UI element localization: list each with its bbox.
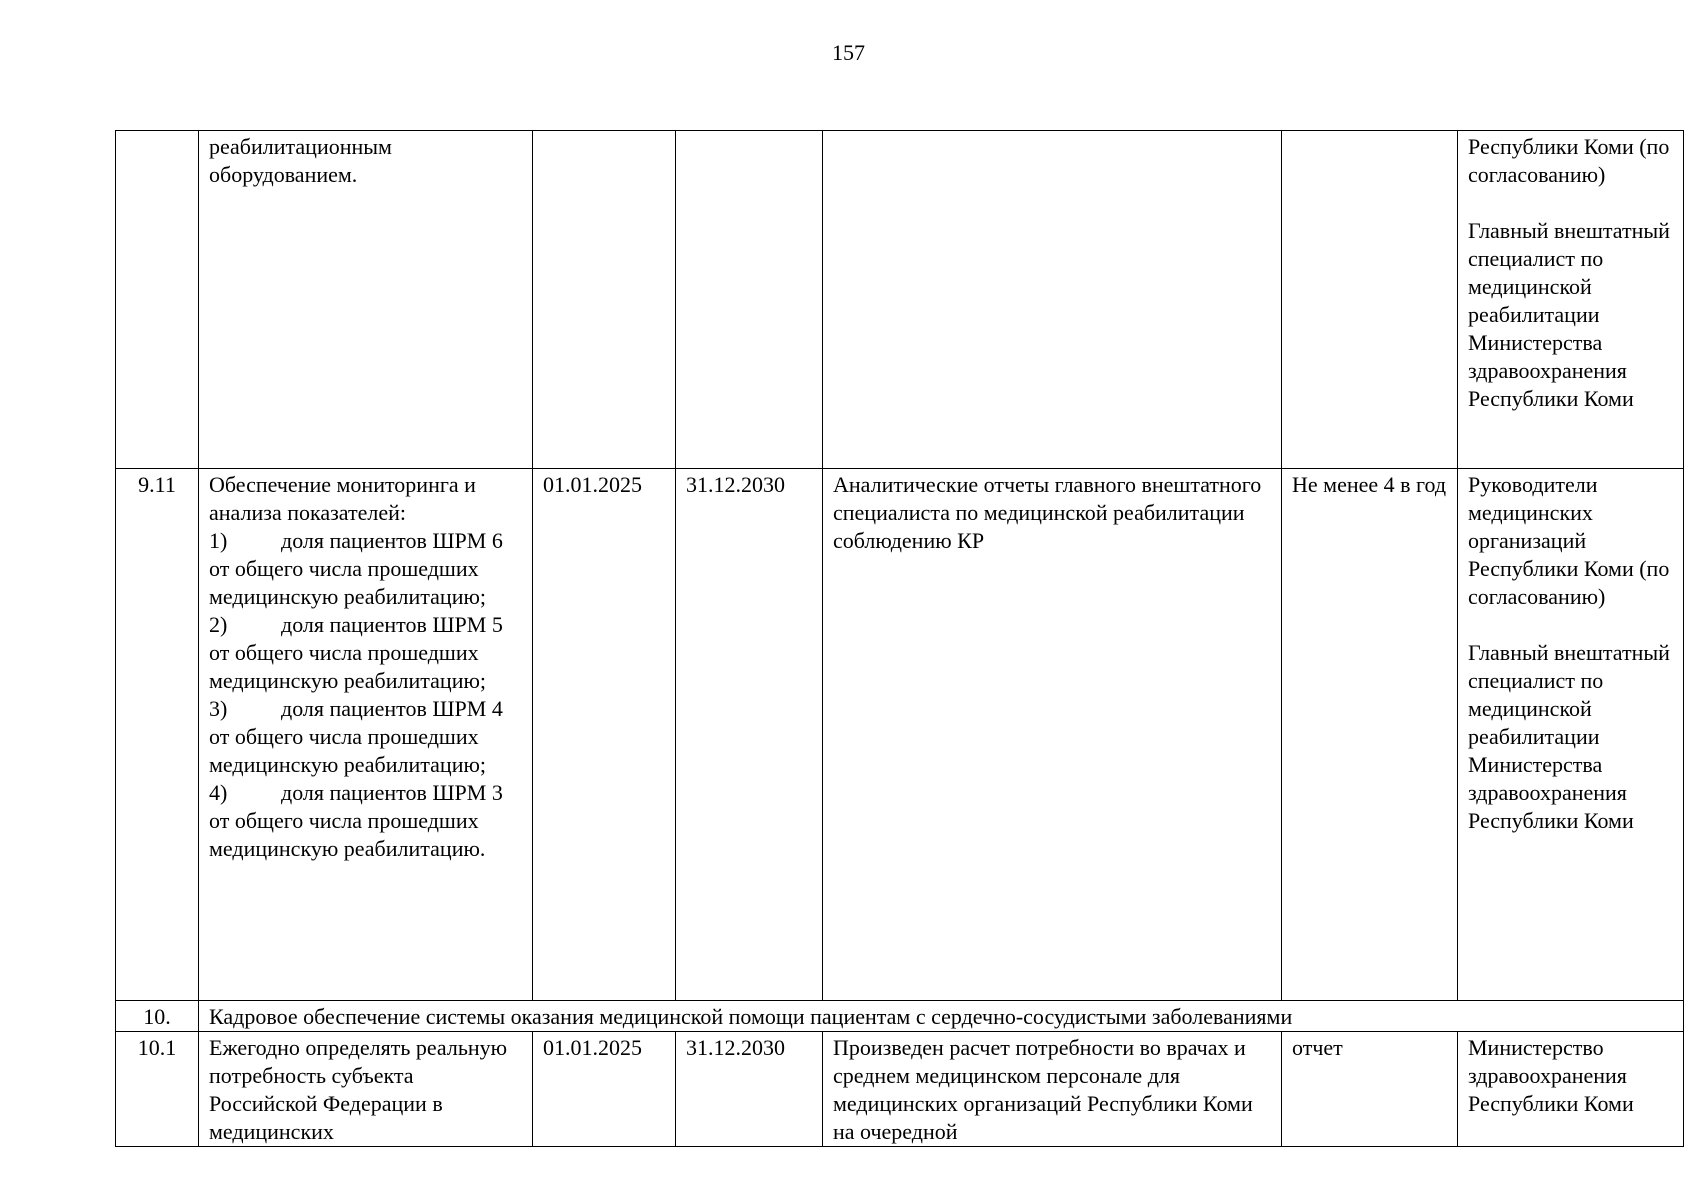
task-cell [199, 469, 533, 1001]
plan-table [115, 130, 1684, 1147]
end-date-cell: 31.12.2030 [676, 1032, 823, 1147]
frequency-cell: отчет [1282, 1032, 1458, 1147]
row-number: 10.1 [116, 1032, 199, 1147]
list-item-number: 4) [209, 780, 228, 805]
list-item [209, 527, 522, 611]
responsible-cell [1458, 469, 1684, 1001]
list-item [209, 779, 522, 863]
list-item-text: доля пациентов ШРМ 5 от общего числа прошедших медицинскую реабилитацию; [209, 612, 503, 693]
responsible-text: Главный внештатный специалист по медицинской реабилитации Министерства здравоохранения Республики Коми [1468, 218, 1670, 411]
list-item-text: доля пациентов ШРМ 3 от общего числа прошедших медицинскую реабилитацию. [209, 780, 503, 861]
end-date-cell: 31.12.2030 [676, 469, 823, 1001]
section-row [116, 1001, 1684, 1032]
table-row [116, 131, 1684, 469]
task-intro: Обеспечение мониторинга и анализа показателей: [209, 472, 476, 525]
result-cell: Аналитические отчеты главного внештатного специалиста по медицинской реабилитации соблюдению КР [823, 469, 1282, 1001]
responsible-text: Главный внештатный специалист по медицинской реабилитации Министерства здравоохранения Республики Коми [1468, 640, 1670, 833]
page-number: 157 [832, 40, 865, 65]
table-row [116, 1032, 1684, 1147]
list-item-number: 3) [209, 696, 228, 721]
start-date-cell: 01.01.2025 [533, 1032, 676, 1147]
task-cell: реабилитационным оборудованием. [199, 131, 533, 469]
list-item-number: 1) [209, 528, 228, 553]
list-item [209, 695, 522, 779]
responsible-cell: Министерство здравоохранения Республики Коми [1458, 1032, 1684, 1147]
start-date-cell [533, 131, 676, 469]
row-number: 9.11 [116, 469, 199, 1001]
row-number [116, 131, 199, 469]
list-item-number: 2) [209, 612, 228, 637]
list-item-text: доля пациентов ШРМ 6 от общего числа прошедших медицинскую реабилитацию; [209, 528, 503, 609]
responsible-cell [1458, 131, 1684, 469]
result-cell: Произведен расчет потребности во врачах и среднем медицинском персонале для медицинских организаций Республики Коми на очередной [823, 1032, 1282, 1147]
section-number: 10. [116, 1001, 199, 1032]
end-date-cell [676, 131, 823, 469]
start-date-cell: 01.01.2025 [533, 469, 676, 1001]
frequency-cell: Не менее 4 в год [1282, 469, 1458, 1001]
responsible-text: Руководители медицинских организаций Республики Коми (по согласованию) [1468, 472, 1670, 609]
frequency-cell [1282, 131, 1458, 469]
result-cell [823, 131, 1282, 469]
table-row [116, 469, 1684, 1001]
list-item-text: доля пациентов ШРМ 4 от общего числа прошедших медицинскую реабилитацию; [209, 696, 503, 777]
responsible-text: Республики Коми (по согласованию) [1468, 134, 1670, 187]
task-cell: Ежегодно определять реальную потребность субъекта Российской Федерации в медицинских [199, 1032, 533, 1147]
section-title: Кадровое обеспечение системы оказания медицинской помощи пациентам с сердечно-сосудистыми заболеваниями [199, 1001, 1684, 1032]
list-item [209, 611, 522, 695]
